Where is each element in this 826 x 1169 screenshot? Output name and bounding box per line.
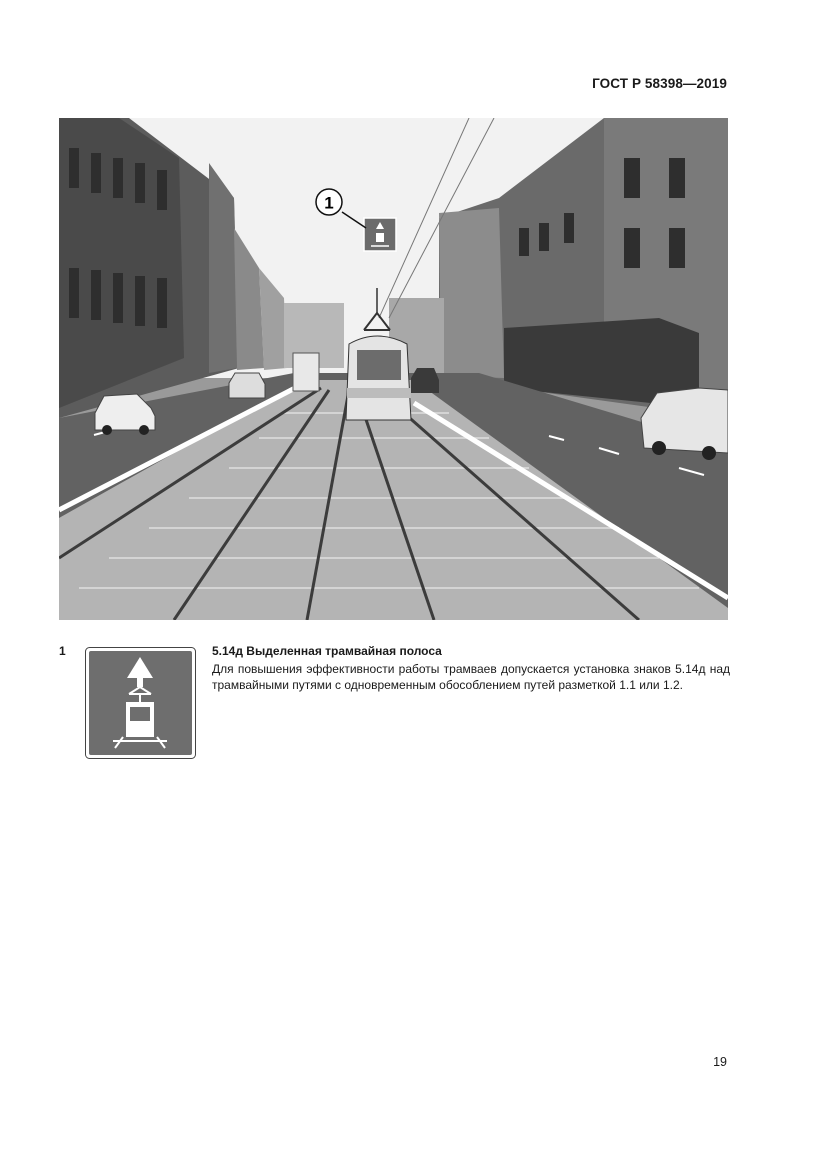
sign-title: 5.14д Выделенная трамвайная полоса	[212, 644, 442, 658]
callout-number: 1	[324, 193, 334, 213]
page-number: 19	[713, 1055, 727, 1069]
item-number: 1	[59, 644, 66, 658]
sign-description: Для повышения эффективности работы трамваев допускается установка знаков 5.14д над трамвайными путями с одновременным обособлением путей разметкой 1.1 или 1.2.	[212, 662, 730, 692]
street-photo	[59, 118, 728, 620]
document-code: ГОСТ Р 58398—2019	[592, 76, 727, 91]
tram-lane-sign-icon	[85, 647, 196, 759]
